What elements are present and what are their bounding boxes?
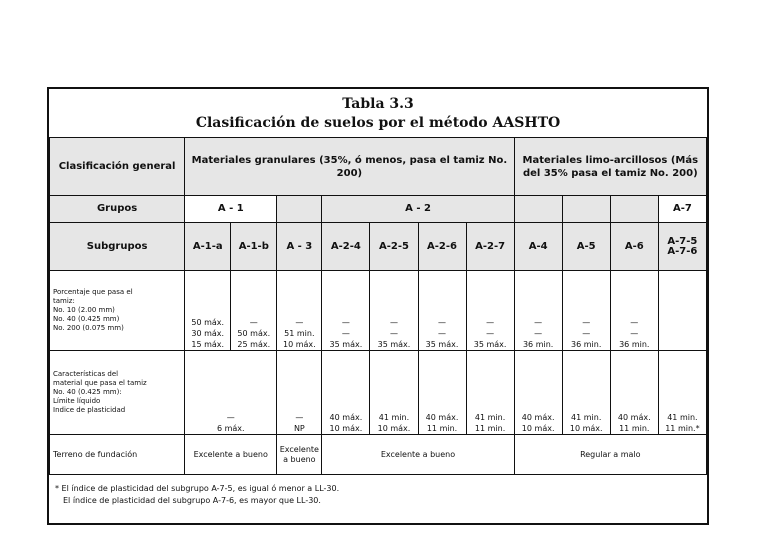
subgroup-a24: A-2-4 <box>322 223 370 271</box>
porcentaje-cell: — — 36 min. <box>562 271 610 351</box>
caracteristicas-label: Características del material que pasa el tamiz No. 40 (0.425 mm): Límite líquido Indice de plasticidad <box>50 351 185 435</box>
subgroup-a6: A-6 <box>610 223 658 271</box>
caracteristicas-cell: 41 min. 10 máx. <box>370 351 418 435</box>
materiales-limo-arcillosos-header: Materiales limo-arcillosos (Más del 35% pasa el tamiz No. 200) <box>514 138 706 196</box>
caracteristicas-cell: 41 min. 11 min. <box>466 351 514 435</box>
subgrupos-label: Subgrupos <box>50 223 185 271</box>
terreno-label: Terreno de fundación <box>50 435 185 475</box>
porcentaje-cell: — — 35 máx. <box>466 271 514 351</box>
caracteristicas-cell: — NP <box>277 351 322 435</box>
porcentaje-cell: — — 36 min. <box>610 271 658 351</box>
terreno-a1: Excelente a bueno <box>185 435 277 475</box>
table-title: Clasificación de suelos por el método AASHTO <box>195 115 561 131</box>
porcentaje-cell: — — 36 min. <box>514 271 562 351</box>
materiales-granulares-header: Materiales granulares (35%, ó menos, pasa el tamiz No. 200) <box>185 138 514 196</box>
porcentaje-cell: — — 35 máx. <box>418 271 466 351</box>
group-blank <box>514 196 562 223</box>
grupos-label: Grupos <box>50 196 185 223</box>
caracteristicas-cell: 40 máx. 10 máx. <box>322 351 370 435</box>
porcentaje-cell: — 51 min. 10 máx. <box>277 271 322 351</box>
group-blank <box>277 196 322 223</box>
footnote-line: * El índice de plasticidad del subgrupo A-7-5, es igual ó menor a LL-30. <box>55 484 340 493</box>
porcentaje-cell: — — 35 máx. <box>322 271 370 351</box>
subgroup-a3: A - 3 <box>277 223 322 271</box>
caracteristicas-cell: 40 máx. 11 min. <box>418 351 466 435</box>
caracteristicas-cell: 40 máx. 11 min. <box>610 351 658 435</box>
caracteristicas-cell: — 6 máx. <box>185 351 277 435</box>
classification-table <box>49 137 707 475</box>
porcentaje-cell: — 50 máx. 25 máx. <box>231 271 277 351</box>
group-blank <box>610 196 658 223</box>
subgroup-a26: A-2-6 <box>418 223 466 271</box>
group-a1: A - 1 <box>185 196 277 223</box>
footnote <box>55 483 339 507</box>
group-a7: A-7 <box>658 196 706 223</box>
porcentaje-cell: 50 máx. 30 máx. 15 máx. <box>185 271 231 351</box>
subgroup-a4: A-4 <box>514 223 562 271</box>
subgroup-a1b: A-1-b <box>231 223 277 271</box>
subgroup-a75: A-7-5 <box>667 235 698 247</box>
caracteristicas-cell: 41 min. 11 min.* <box>658 351 706 435</box>
group-blank <box>562 196 610 223</box>
subgroup-a27: A-2-7 <box>466 223 514 271</box>
subgroup-a7 <box>658 223 706 271</box>
subgroup-a1a: A-1-a <box>185 223 231 271</box>
caracteristicas-cell: 41 min. 10 máx. <box>562 351 610 435</box>
porcentaje-label: Porcentaje que pasa el tamiz: No. 10 (2.00 mm) No. 40 (0.425 mm) No. 200 (0.075 mm) <box>50 271 185 351</box>
table-number: Tabla 3.3 <box>342 96 414 112</box>
subgroup-a5: A-5 <box>562 223 610 271</box>
aashto-table-document <box>47 87 709 525</box>
terreno-limo: Regular a malo <box>514 435 706 475</box>
caracteristicas-cell: 40 máx. 10 máx. <box>514 351 562 435</box>
clasificacion-general-header: Clasificación general <box>50 138 185 196</box>
terreno-a3: Excelente a bueno <box>277 435 322 475</box>
subgroup-a76: A-7-6 <box>667 245 698 257</box>
terreno-a2: Excelente a bueno <box>322 435 514 475</box>
footnote-line: El índice de plasticidad del subgrupo A-7-6, es mayor que LL-30. <box>63 496 321 505</box>
group-a2: A - 2 <box>322 196 514 223</box>
subgroup-a25: A-2-5 <box>370 223 418 271</box>
porcentaje-cell <box>658 271 706 351</box>
porcentaje-cell: — — 35 máx. <box>370 271 418 351</box>
